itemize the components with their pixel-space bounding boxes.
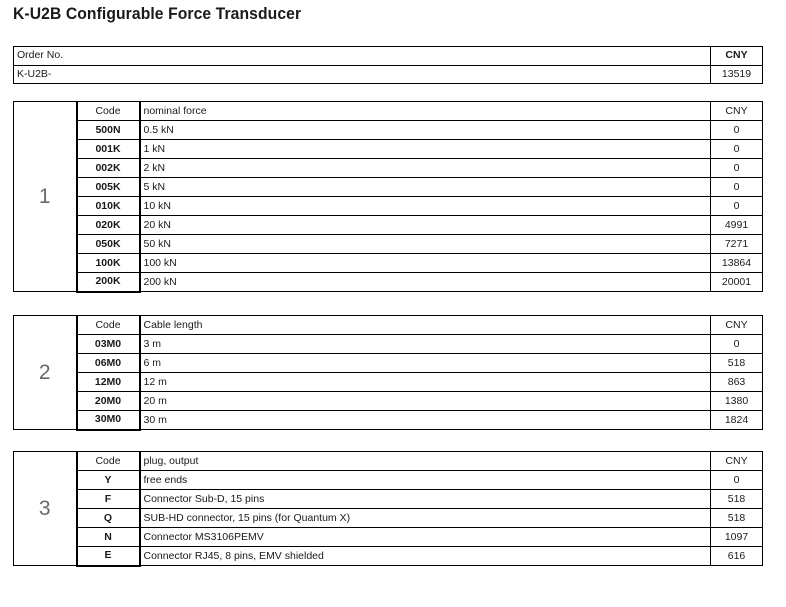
code-cell: Y bbox=[77, 471, 140, 490]
order-number: K-U2B- bbox=[14, 65, 711, 84]
description-cell: SUB-HD connector, 15 pins (for Quantum X) bbox=[140, 509, 711, 528]
price-cell: 1097 bbox=[711, 528, 763, 547]
table-row bbox=[14, 373, 763, 392]
cny-header: CNY bbox=[711, 102, 763, 121]
section-2-table bbox=[13, 315, 763, 431]
order-table bbox=[13, 46, 763, 84]
description-cell: 0.5 kN bbox=[140, 121, 711, 140]
page-title: K-U2B Configurable Force Transducer bbox=[13, 5, 302, 23]
section-3-table bbox=[13, 451, 763, 567]
section-number: 2 bbox=[14, 316, 77, 430]
table-row bbox=[14, 159, 763, 178]
table-row bbox=[14, 528, 763, 547]
code-cell: 200K bbox=[77, 273, 140, 292]
description-header: nominal force bbox=[140, 102, 711, 121]
description-cell: 20 kN bbox=[140, 216, 711, 235]
price-cell: 0 bbox=[711, 159, 763, 178]
code-header: Code bbox=[77, 102, 140, 121]
description-cell: 3 m bbox=[140, 335, 711, 354]
code-cell: 005K bbox=[77, 178, 140, 197]
code-cell: 500N bbox=[77, 121, 140, 140]
description-cell: 1 kN bbox=[140, 140, 711, 159]
code-cell: F bbox=[77, 490, 140, 509]
description-cell: 200 kN bbox=[140, 273, 711, 292]
description-cell: 30 m bbox=[140, 411, 711, 430]
price-cell: 0 bbox=[711, 471, 763, 490]
price-cell: 518 bbox=[711, 354, 763, 373]
code-cell: 100K bbox=[77, 254, 140, 273]
price-cell: 1380 bbox=[711, 392, 763, 411]
table-row bbox=[14, 471, 763, 490]
table-row bbox=[14, 509, 763, 528]
order-cny-header: CNY bbox=[711, 47, 763, 66]
code-cell: N bbox=[77, 528, 140, 547]
code-cell: 20M0 bbox=[77, 392, 140, 411]
order-header-row bbox=[14, 47, 763, 66]
code-cell: 002K bbox=[77, 159, 140, 178]
section-1-table bbox=[13, 101, 763, 293]
order-price: 13519 bbox=[711, 65, 763, 84]
table-header-row bbox=[14, 452, 763, 471]
code-cell: 001K bbox=[77, 140, 140, 159]
price-cell: 1824 bbox=[711, 411, 763, 430]
section-number: 3 bbox=[14, 452, 77, 566]
code-cell: Q bbox=[77, 509, 140, 528]
price-cell: 0 bbox=[711, 140, 763, 159]
price-cell: 518 bbox=[711, 490, 763, 509]
price-cell: 518 bbox=[711, 509, 763, 528]
description-cell: 100 kN bbox=[140, 254, 711, 273]
table-row bbox=[14, 411, 763, 430]
table-row bbox=[14, 235, 763, 254]
cny-header: CNY bbox=[711, 316, 763, 335]
price-cell: 0 bbox=[711, 335, 763, 354]
table-row bbox=[14, 216, 763, 235]
table-row bbox=[14, 254, 763, 273]
table-row bbox=[14, 197, 763, 216]
description-cell: 5 kN bbox=[140, 178, 711, 197]
price-cell: 616 bbox=[711, 547, 763, 566]
table-row bbox=[14, 121, 763, 140]
description-header: plug, output bbox=[140, 452, 711, 471]
code-cell: 12M0 bbox=[77, 373, 140, 392]
code-cell: 050K bbox=[77, 235, 140, 254]
table-row bbox=[14, 178, 763, 197]
table-header-row bbox=[14, 102, 763, 121]
code-cell: 020K bbox=[77, 216, 140, 235]
description-cell: Connector Sub-D, 15 pins bbox=[140, 490, 711, 509]
code-cell: 03M0 bbox=[77, 335, 140, 354]
price-cell: 13864 bbox=[711, 254, 763, 273]
price-cell: 4991 bbox=[711, 216, 763, 235]
code-cell: 010K bbox=[77, 197, 140, 216]
description-cell: free ends bbox=[140, 471, 711, 490]
table-row bbox=[14, 273, 763, 292]
code-cell: E bbox=[77, 547, 140, 566]
cny-header: CNY bbox=[711, 452, 763, 471]
price-cell: 0 bbox=[711, 178, 763, 197]
description-cell: 10 kN bbox=[140, 197, 711, 216]
code-header: Code bbox=[77, 452, 140, 471]
price-cell: 863 bbox=[711, 373, 763, 392]
table-row bbox=[14, 354, 763, 373]
price-cell: 20001 bbox=[711, 273, 763, 292]
table-row bbox=[14, 140, 763, 159]
code-header: Code bbox=[77, 316, 140, 335]
table-row bbox=[14, 490, 763, 509]
code-cell: 06M0 bbox=[77, 354, 140, 373]
section-number: 1 bbox=[14, 102, 77, 292]
description-cell: 6 m bbox=[140, 354, 711, 373]
table-row bbox=[14, 335, 763, 354]
order-label: Order No. bbox=[14, 47, 711, 66]
description-cell: Connector MS3106PEMV bbox=[140, 528, 711, 547]
price-cell: 0 bbox=[711, 197, 763, 216]
price-cell: 7271 bbox=[711, 235, 763, 254]
code-cell: 30M0 bbox=[77, 411, 140, 430]
table-row bbox=[14, 547, 763, 566]
table-row bbox=[14, 392, 763, 411]
order-value-row bbox=[14, 65, 763, 84]
table-header-row bbox=[14, 316, 763, 335]
description-cell: 12 m bbox=[140, 373, 711, 392]
description-cell: 20 m bbox=[140, 392, 711, 411]
description-header: Cable length bbox=[140, 316, 711, 335]
description-cell: 2 kN bbox=[140, 159, 711, 178]
description-cell: 50 kN bbox=[140, 235, 711, 254]
description-cell: Connector RJ45, 8 pins, EMV shielded bbox=[140, 547, 711, 566]
price-cell: 0 bbox=[711, 121, 763, 140]
